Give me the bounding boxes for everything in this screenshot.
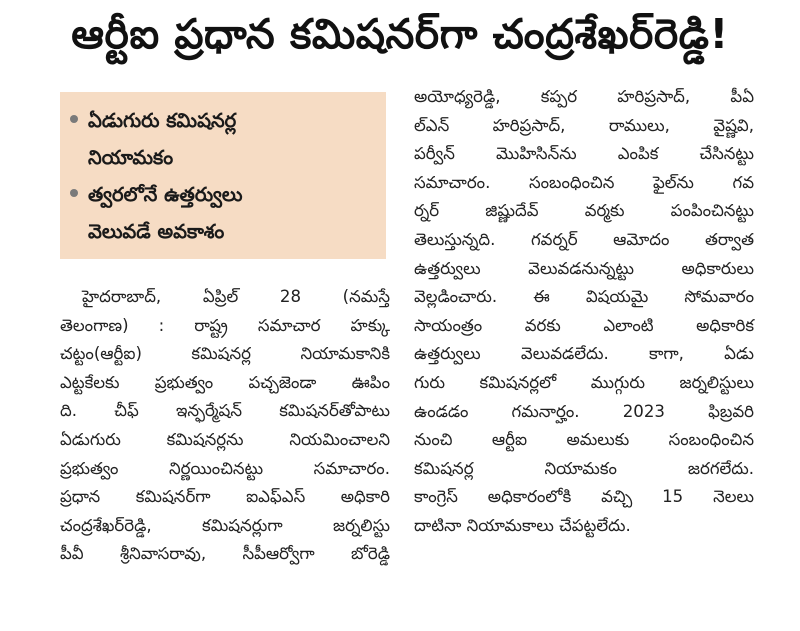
article-line: సమాచారం. సంబంధించిన ఫైల్‌ను గవ [414, 172, 754, 192]
highlight-text [88, 102, 236, 176]
article-line: తెలంగాణ) : రాష్ట్ర సమాచార హక్కు [60, 315, 390, 335]
article-right-column [414, 83, 754, 541]
bullet-icon [70, 115, 78, 123]
article-line: సాయంత్రం వరకు ఎలాంటి అధికారిక [414, 315, 754, 335]
article-line: నుంచి ఆర్టీఐ అమలుకు సంబంధించిన [414, 430, 754, 450]
article-line: పీవీ శ్రీనివాసరావు, సీపీఆర్వోగా బోరెడ్డి [60, 544, 390, 564]
article-line: ప్రధాన కమిషనర్‌గా ఐఎఫ్‌ఎస్‌ అధికారి [60, 487, 390, 507]
article-left-column [60, 283, 390, 569]
article-line: చంద్రశేఖర్‌రెడ్డి, కమిషనర్లుగా జర్నలిస్టు [60, 515, 390, 535]
bullet-icon [70, 189, 78, 197]
article-line: ఉత్తర్వులు వెలువడనున్నట్టు అధికారులు [414, 258, 754, 278]
article-line: గురు కమిషనర్లలో ముగ్గురు జర్నలిస్టులు [414, 372, 754, 392]
article-line: ఉండడం గమనార్హం. 2023 ఫిబ్రవరి [414, 401, 754, 421]
highlight-item [70, 102, 374, 176]
article-line: ఉత్తర్వులు వెలువడలేదు. కాగా, ఏడు [414, 344, 754, 364]
article-line: ర్నర్‌ జిష్ణుదేవ్‌ వర్మకు పంపించినట్టు [414, 201, 754, 221]
highlight-line: వెలువడే అవకాశం [88, 220, 225, 243]
article-line: కమిషనర్ల నియామకం జరగలేదు. [414, 458, 754, 478]
article-line: పర్వీన్‌ మొహిసిన్‌ను ఎంపిక చేసినట్టు [414, 144, 754, 164]
article-line: తెలుస్తున్నది. గవర్నర్‌ ఆమోదం తర్వాత [414, 229, 754, 249]
article-line: దాటినా నియామకాలు చేపట్టలేదు. [414, 515, 631, 535]
highlight-line: నియామకం [88, 146, 174, 169]
article-line: ల్‌ఎన్‌ హరిప్రసాద్‌, రాములు, వైష్ణవి, [414, 115, 754, 135]
article-line: కాంగ్రెస్‌ అధికారంలోకి వచ్చి 15 నెలలు [414, 487, 754, 507]
highlight-line: త్వరలోనే ఉత్తర్వులు [88, 183, 243, 206]
article-line: ఎట్టకేలకు ప్రభుత్వం పచ్చజెండా ఊపిం [60, 372, 390, 392]
highlight-text [88, 176, 242, 250]
headline: ఆర్టీఐ ప్రధాన కమిషనర్‌గా చంద్రశేఖర్‌రెడ్డి! [71, 10, 729, 58]
article-line: అయోధ్యరెడ్డి, కప్పర హరిప్రసాద్‌, పీఏ [414, 87, 754, 106]
highlights-box [60, 92, 386, 259]
article-line: ఏడుగురు కమిషనర్లను నియమించాలని [60, 429, 390, 449]
highlight-line: ఏడుగురు కమిషనర్ల [88, 109, 237, 132]
article-line: ప్రభుత్వం నిర్ణయించినట్టు సమాచారం. [60, 458, 390, 478]
article-line: హైదరాబాద్‌, ఏప్రిల్‌ 28 (నమస్తే [82, 287, 390, 306]
article-line: ది. చీఫ్‌ ఇన్ఫర్మేషన్‌ కమిషనర్‌తోపాటు [60, 401, 390, 421]
article-line: చట్టం(ఆర్టీఐ) కమిషనర్ల నియామకానికి [60, 344, 390, 364]
highlight-item [70, 176, 374, 250]
article-line: వెల్లడించారు. ఈ విషయమై సోమవారం [414, 287, 754, 307]
